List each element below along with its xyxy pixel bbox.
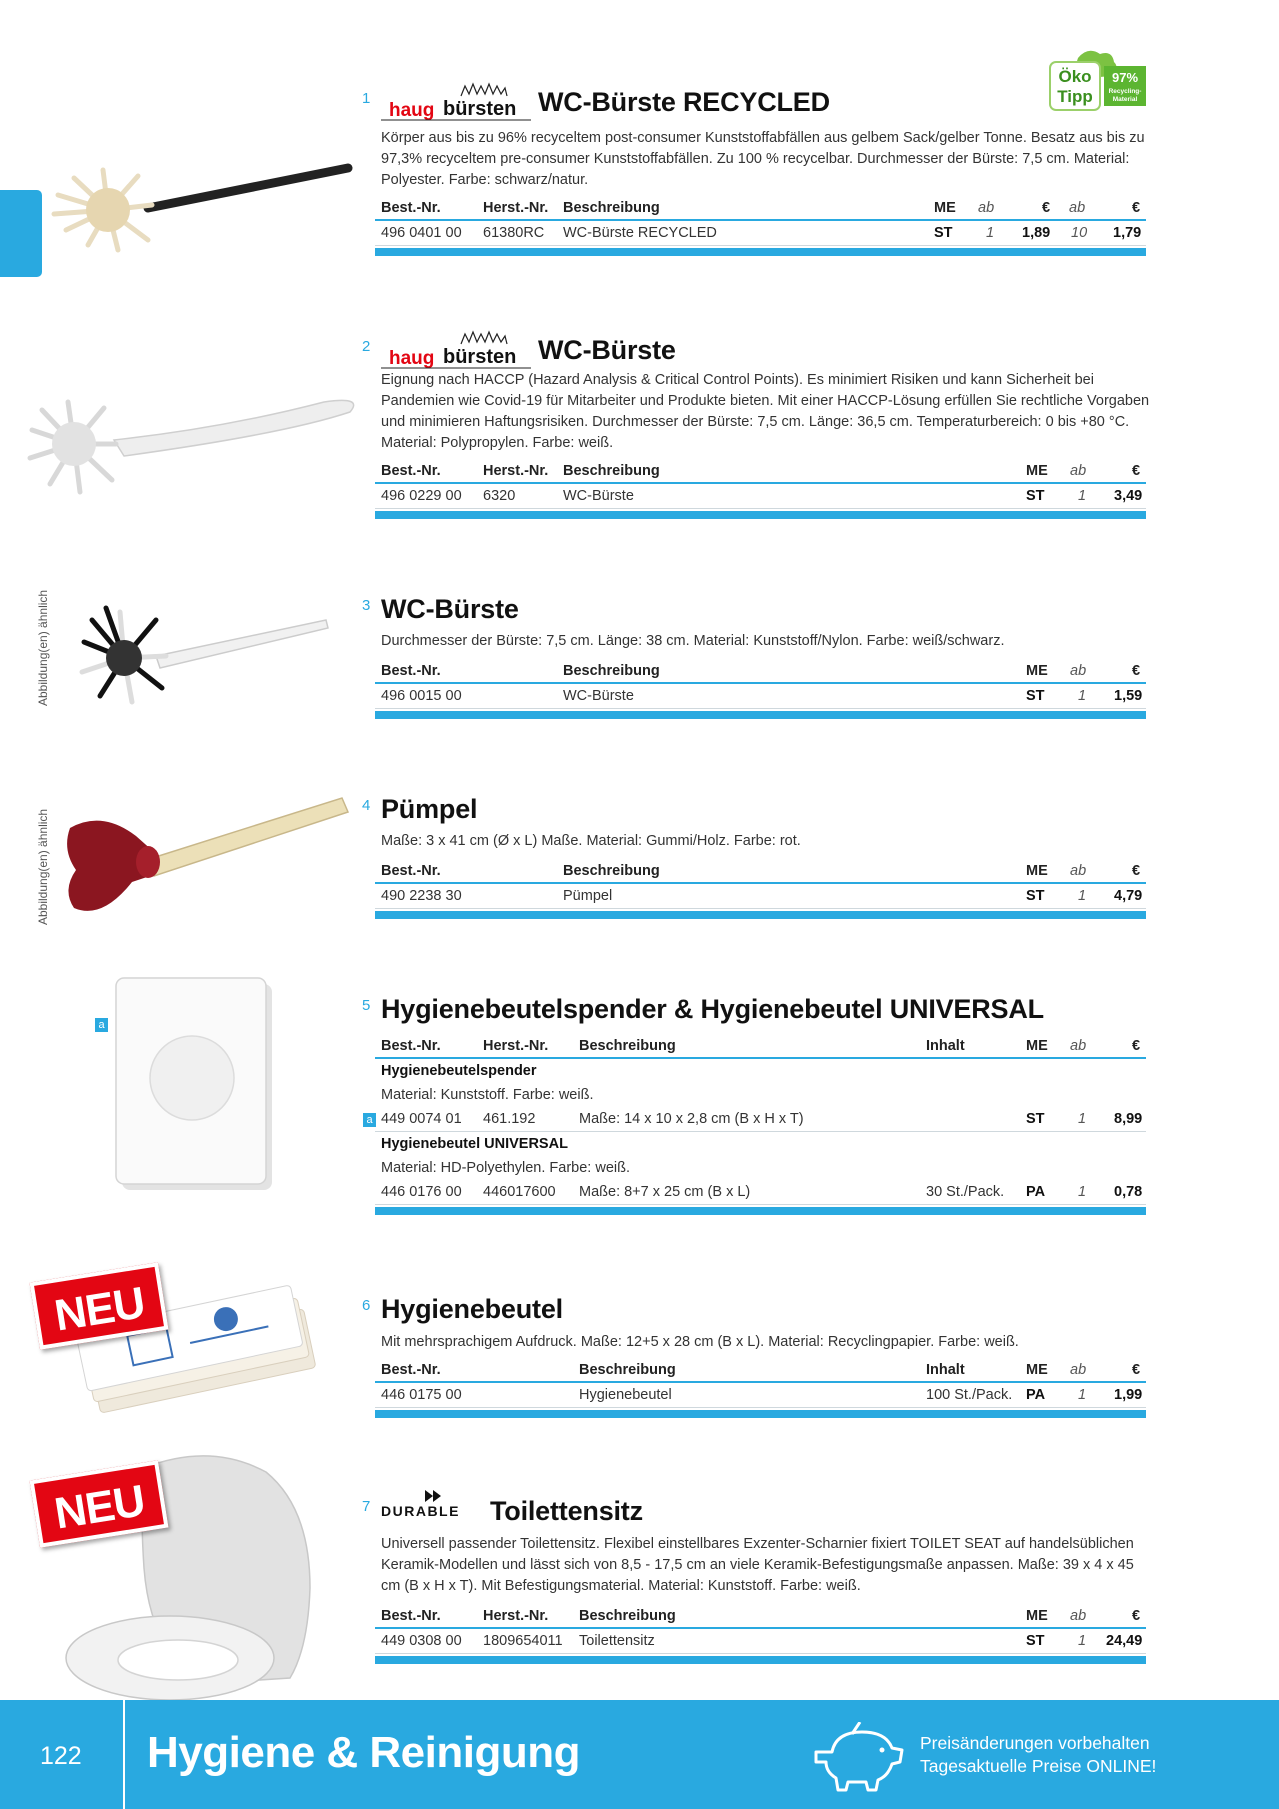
- plunger-image: [62, 790, 352, 930]
- col-best-nr: Best.-Nr.: [381, 863, 441, 879]
- table-row: [375, 221, 1146, 246]
- article-number: 496 0229 00: [381, 488, 462, 504]
- article-number: 496 0401 00: [381, 225, 462, 241]
- col-beschreibung: Beschreibung: [579, 1038, 676, 1054]
- image-badge-a: a: [95, 1018, 108, 1032]
- oeko-label-1: Öko: [1058, 67, 1092, 86]
- group-title-dispenser: Hygienebeutelspender: [381, 1063, 537, 1079]
- product-title: WC-Bürste: [381, 594, 519, 624]
- neu-label: NEU: [29, 1460, 168, 1547]
- product-title: Hygienebeutelspender & Hygienebeutel UNIVERSAL: [381, 994, 1044, 1024]
- col-beschreibung: Beschreibung: [579, 1608, 676, 1624]
- product-table: [375, 859, 1146, 919]
- product-number: 7: [362, 1498, 371, 1515]
- product-table: [375, 196, 1146, 256]
- product-title: Pümpel: [381, 794, 478, 824]
- min-qty: 1: [1078, 688, 1087, 704]
- product-title: Toilettensitz: [490, 1496, 643, 1526]
- table-bottom-bar: [375, 248, 1146, 256]
- price-note-line2: Tagesaktuelle Preise ONLINE!: [920, 1756, 1157, 1776]
- col-ab: ab: [1070, 663, 1087, 679]
- col-inhalt: Inhalt: [926, 1362, 965, 1378]
- haug-text: haug: [389, 348, 435, 369]
- page-footer: [0, 1700, 1279, 1809]
- footer-divider: [123, 1700, 125, 1809]
- price: 1,89: [1022, 225, 1051, 241]
- product-description: Körper aus bis zu 96% recyceltem post-consumer Kunststoffabfällen aus gelbem Sack/gelber Tonne. Besatz aus bis zu 97,3% recyceltem pre-consumer Kunststoffabfällen. Zu 100 % recycelbar. Durchmesser der Bürste: 7,5 cm. Material: Polyester. Farbe: schwarz/natur.: [381, 130, 1145, 188]
- col-best-nr: Best.-Nr.: [381, 663, 441, 679]
- product-title: WC-Bürste: [538, 335, 676, 365]
- unit: ST: [1026, 488, 1045, 504]
- unit: ST: [1026, 1633, 1045, 1649]
- col-ab: ab: [978, 200, 995, 216]
- page-number: 122: [40, 1742, 82, 1770]
- col-ab: ab: [1070, 1362, 1087, 1378]
- durable-logo: [381, 1488, 481, 1518]
- product-number: 3: [362, 597, 371, 614]
- row-description: Toilettensitz: [579, 1633, 655, 1649]
- oeko-tipp-badge: [1048, 48, 1148, 112]
- unit: ST: [934, 225, 953, 241]
- min-qty-2: 10: [1071, 225, 1088, 241]
- row-description: WC-Bürste RECYCLED: [563, 225, 717, 241]
- table-row: [375, 884, 1146, 909]
- image-similar-note: Abbildung(en) ähnlich: [36, 589, 50, 706]
- price: 1,99: [1114, 1387, 1143, 1403]
- manufacturer-number: 61380RC: [483, 225, 545, 241]
- group-title: [375, 1132, 1146, 1156]
- col-best-nr: Best.-Nr.: [381, 1362, 441, 1378]
- table-header-row: [375, 196, 1146, 221]
- group-material-bags: Material: HD-Polyethylen. Farbe: weiß.: [381, 1160, 630, 1176]
- product-title: Hygienebeutel: [381, 1294, 563, 1324]
- unit: ST: [1026, 688, 1045, 704]
- table-header-row: [375, 1604, 1146, 1629]
- unit: ST: [1026, 888, 1045, 904]
- product-number: 6: [362, 1297, 371, 1314]
- table-header-row: [375, 1358, 1146, 1383]
- durable-text: DURABLE: [381, 1503, 460, 1518]
- table-header-row: [375, 659, 1146, 684]
- col-price: €: [1042, 200, 1051, 216]
- col-ab: ab: [1070, 863, 1087, 879]
- buersten-text: bürsten: [443, 346, 517, 368]
- product-number: 4: [362, 797, 371, 814]
- article-number: 449 0074 01: [381, 1111, 462, 1127]
- row-description: Maße: 8+7 x 25 cm (B x L): [579, 1184, 751, 1200]
- product-table: [366, 1034, 1146, 1215]
- col-me: ME: [1026, 1608, 1048, 1624]
- min-qty: 1: [1078, 888, 1087, 904]
- col-inhalt: Inhalt: [926, 1038, 965, 1054]
- price: 3,49: [1114, 488, 1143, 504]
- col-price: €: [1132, 1038, 1141, 1054]
- col-price: €: [1132, 463, 1141, 479]
- product-number: 2: [362, 338, 371, 355]
- product-description: Maße: 3 x 41 cm (Ø x L) Maße. Material: Gummi/Holz. Farbe: rot.: [381, 833, 801, 849]
- min-qty: 1: [1078, 1111, 1087, 1127]
- col-me: ME: [1026, 463, 1048, 479]
- col-price-2: €: [1132, 200, 1141, 216]
- table-bottom-bar: [375, 1656, 1146, 1664]
- price-2: 1,79: [1113, 225, 1142, 241]
- col-best-nr: Best.-Nr.: [381, 200, 441, 216]
- table-header-row: [375, 1034, 1146, 1059]
- col-ab: ab: [1070, 1608, 1087, 1624]
- manufacturer-number: 6320: [483, 488, 516, 504]
- group-title: [375, 1059, 1146, 1083]
- price: 24,49: [1106, 1633, 1143, 1649]
- col-me: ME: [1026, 1038, 1048, 1054]
- min-qty: 1: [1078, 1633, 1087, 1649]
- col-best-nr: Best.-Nr.: [381, 1608, 441, 1624]
- col-me: ME: [934, 200, 956, 216]
- row-description: WC-Bürste: [563, 688, 634, 704]
- article-number: 446 0175 00: [381, 1387, 462, 1403]
- price-note-line1: Preisänderungen vorbehalten: [920, 1733, 1150, 1753]
- col-beschreibung: Beschreibung: [563, 663, 660, 679]
- col-beschreibung: Beschreibung: [579, 1362, 676, 1378]
- price-note: [920, 1732, 1156, 1778]
- table-bottom-bar: [375, 1207, 1146, 1215]
- col-herst-nr: Herst.-Nr.: [483, 1038, 549, 1054]
- product-table: [375, 1358, 1146, 1418]
- table-bottom-bar: [375, 511, 1146, 519]
- table-header-row: [375, 859, 1146, 884]
- article-number: 496 0015 00: [381, 688, 462, 704]
- col-ab: ab: [1070, 1038, 1087, 1054]
- row-content: 100 St./Pack.: [926, 1387, 1013, 1403]
- table-bottom-bar: [375, 1410, 1146, 1418]
- col-me: ME: [1026, 1362, 1048, 1378]
- table-row: [375, 1180, 1146, 1205]
- product-number: 1: [362, 90, 371, 107]
- chapter-tab: [0, 190, 42, 277]
- haug-buersten-logo: [381, 330, 531, 370]
- row-description: Maße: 14 x 10 x 2,8 cm (B x H x T): [579, 1111, 804, 1127]
- row-description: WC-Bürste: [563, 488, 634, 504]
- min-qty: 1: [1078, 488, 1087, 504]
- col-beschreibung: Beschreibung: [563, 463, 660, 479]
- product-table: [375, 459, 1146, 519]
- article-number: 490 2238 30: [381, 888, 462, 904]
- min-qty: 1: [986, 225, 995, 241]
- min-qty: 1: [1078, 1184, 1087, 1200]
- table-row: [375, 684, 1146, 709]
- manufacturer-number: 1809654011: [483, 1633, 563, 1649]
- article-number: 446 0176 00: [381, 1184, 462, 1200]
- oeko-percent-line1: Recycling-: [1108, 88, 1142, 95]
- group-material: [375, 1083, 1146, 1107]
- col-beschreibung: Beschreibung: [563, 200, 660, 216]
- haug-buersten-logo: [381, 82, 531, 122]
- product-description: Universell passender Toilettensitz. Flexibel einstellbares Exzenter-Scharnier fixiert TOILET SEAT auf handelsüblichen Keramik-Modellen und lässt sich von 8,5 - 17,5 cm an viele Keramik-Befestigungsmaße anpassen. Maße: 39 x 4 x 45 cm (B x H x T). Mit Befestigungsmaterial. Material: Kunststoff. Farbe: weiß.: [381, 1536, 1134, 1594]
- group-material-dispenser: Material: Kunststoff. Farbe: weiß.: [381, 1087, 594, 1103]
- product-table: [375, 659, 1146, 719]
- price: 4,79: [1114, 888, 1143, 904]
- product-number: 5: [362, 997, 371, 1014]
- col-herst-nr: Herst.-Nr.: [483, 200, 549, 216]
- row-badge-a: a: [363, 1113, 376, 1127]
- table-row: [375, 484, 1146, 509]
- toilet-brush-white-image: [24, 388, 364, 498]
- toilet-brush-recycled-image: [48, 150, 358, 260]
- toilet-brush-black-white-image: [76, 598, 336, 708]
- chapter-title: Hygiene & Reinigung: [147, 1728, 580, 1777]
- unit: PA: [1026, 1184, 1046, 1200]
- price: 8,99: [1114, 1111, 1143, 1127]
- product-table: [375, 1604, 1146, 1664]
- col-price: €: [1132, 1608, 1141, 1624]
- col-price: €: [1132, 863, 1141, 879]
- buersten-text: bürsten: [443, 98, 517, 120]
- col-price: €: [1132, 1362, 1141, 1378]
- group-material: [375, 1156, 1146, 1180]
- col-me: ME: [1026, 863, 1048, 879]
- price: 0,78: [1114, 1184, 1143, 1200]
- oeko-percent-line2: Material: [1112, 96, 1138, 103]
- table-bottom-bar: [375, 911, 1146, 919]
- unit: PA: [1026, 1387, 1046, 1403]
- col-beschreibung: Beschreibung: [563, 863, 660, 879]
- col-best-nr: Best.-Nr.: [381, 1038, 441, 1054]
- image-similar-note: Abbildung(en) ähnlich: [36, 808, 50, 925]
- col-ab-2: ab: [1069, 200, 1086, 216]
- product-description: Eignung nach HACCP (Hazard Analysis & Critical Control Points). Es minimiert Risiken und kann Sicherheit bei Pandemien wie Covid-19 für Mitarbeiter und Produkte bieten. Mit einer HACCP-Lösung erfüllen Sie rechtliche Vorgaben und minimieren Haftungsrisiken. Durchmesser der Bürste: 7,5 cm. Länge: 36,5 cm. Temperaturbereich: 0 bis +80 °C. Material: Polypropylen. Farbe: weiß.: [381, 372, 1150, 451]
- price: 1,59: [1114, 688, 1143, 704]
- col-me: ME: [1026, 663, 1048, 679]
- row-description: Hygienebeutel: [579, 1387, 672, 1403]
- piggy-bank-icon: [812, 1722, 904, 1792]
- manufacturer-number: 461.192: [483, 1111, 536, 1127]
- col-herst-nr: Herst.-Nr.: [483, 463, 549, 479]
- manufacturer-number: 446017600: [483, 1184, 556, 1200]
- article-number: 449 0308 00: [381, 1633, 462, 1649]
- table-row: [375, 1629, 1146, 1654]
- row-content: 30 St./Pack.: [926, 1184, 1005, 1200]
- haug-text: haug: [389, 100, 435, 121]
- min-qty: 1: [1078, 1387, 1087, 1403]
- product-title: WC-Bürste RECYCLED: [538, 87, 830, 117]
- table-row: [375, 1383, 1146, 1408]
- group-title-bags: Hygienebeutel UNIVERSAL: [381, 1136, 568, 1152]
- unit: ST: [1026, 1111, 1045, 1127]
- hygiene-bag-dispenser-image: [112, 976, 278, 1196]
- table-row: [366, 1107, 1146, 1132]
- row-description: Pümpel: [563, 888, 613, 904]
- col-herst-nr: Herst.-Nr.: [483, 1608, 549, 1624]
- oeko-label-2: Tipp: [1057, 87, 1093, 106]
- col-best-nr: Best.-Nr.: [381, 463, 441, 479]
- product-description: Mit mehrsprachigem Aufdruck. Maße: 12+5 x 28 cm (B x L). Material: Recyclingpapier. Farbe: weiß.: [381, 1334, 1019, 1350]
- table-header-row: [375, 459, 1146, 484]
- product-description: Durchmesser der Bürste: 7,5 cm. Länge: 38 cm. Material: Kunststoff/Nylon. Farbe: weiß/schwarz.: [381, 633, 1005, 649]
- table-bottom-bar: [375, 711, 1146, 719]
- neu-label: NEU: [29, 1262, 168, 1349]
- col-ab: ab: [1070, 463, 1087, 479]
- col-price: €: [1132, 663, 1141, 679]
- oeko-percent: 97%: [1111, 70, 1139, 85]
